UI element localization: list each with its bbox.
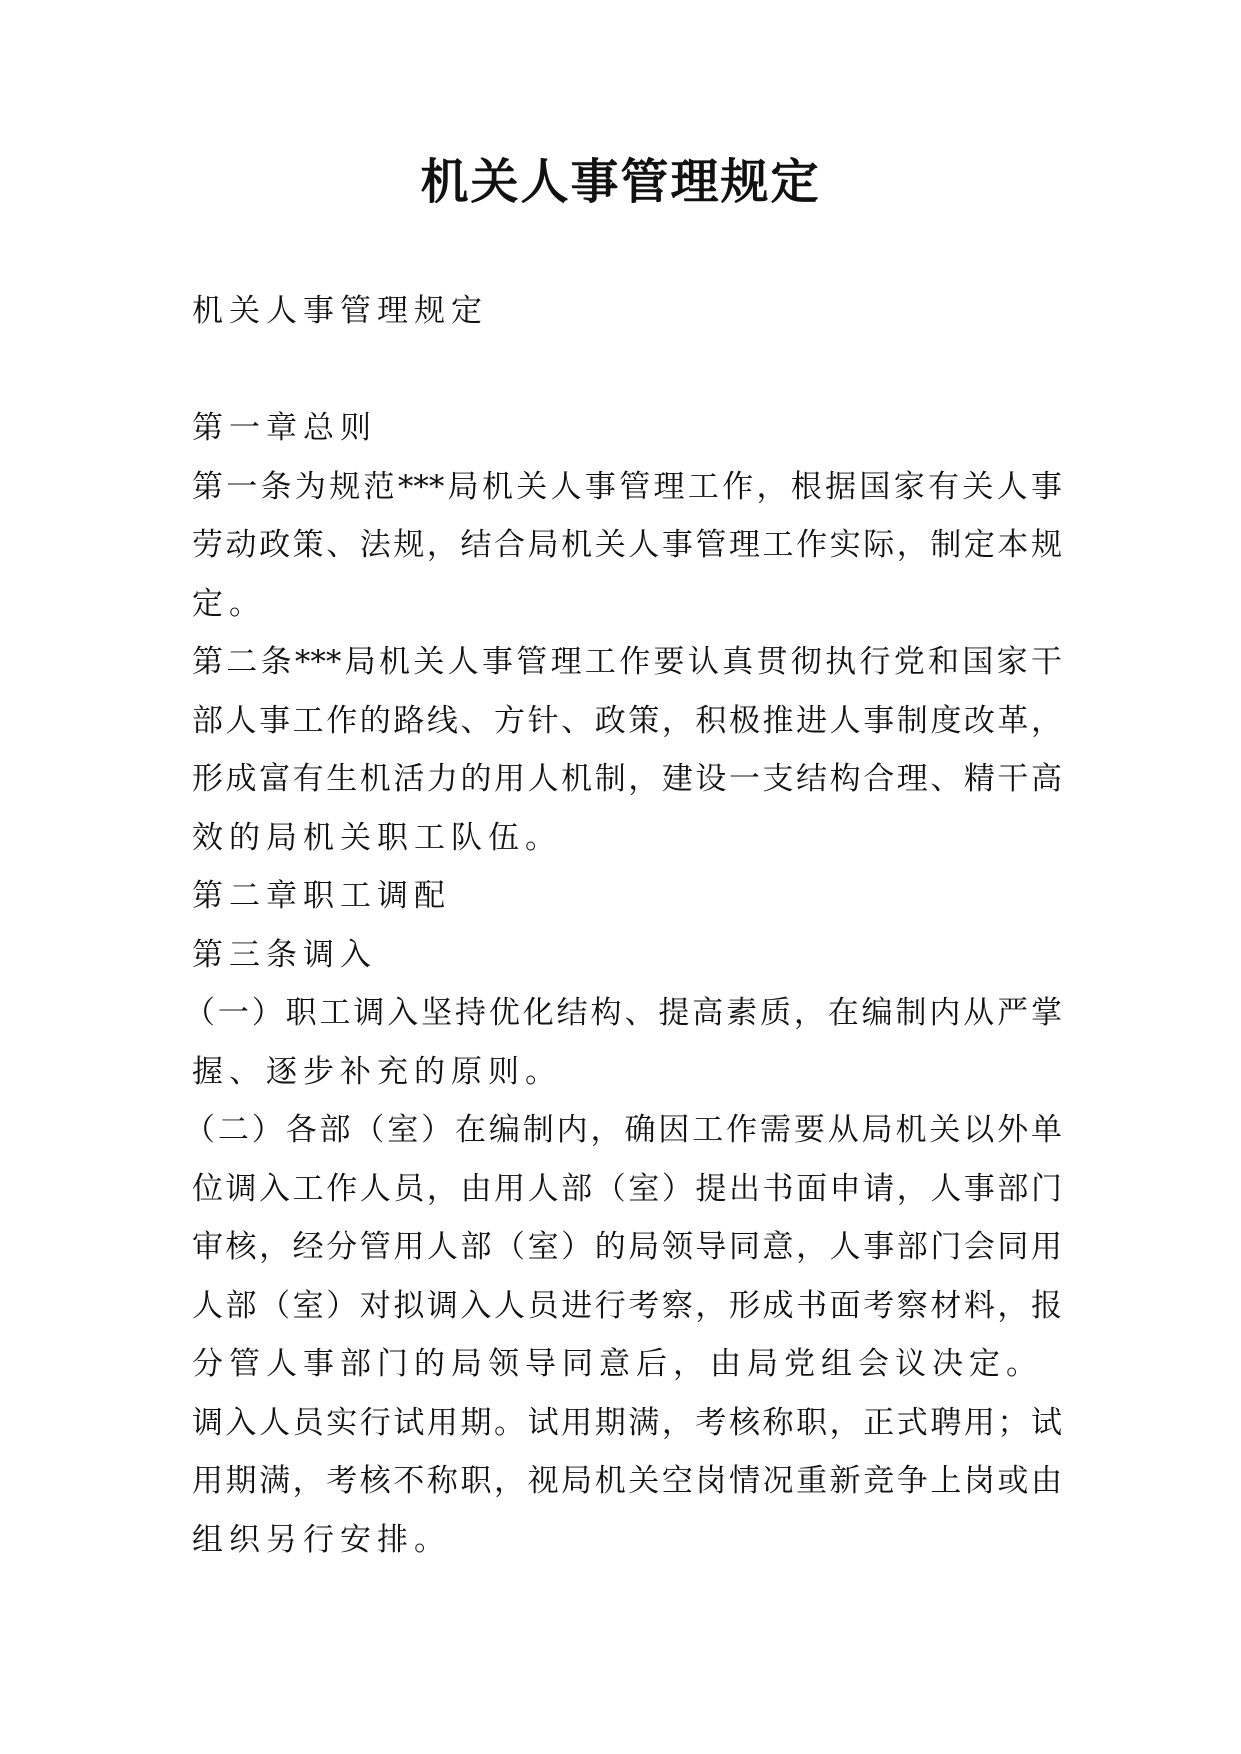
text-line: 第一条为规范***局机关人事管理工作，根据国家有关人事 xyxy=(192,468,1062,505)
text-line: 部人事工作的路线、方针、政策，积极推进人事制度改革， xyxy=(192,702,1062,739)
document-body xyxy=(184,282,1062,1569)
text-line: 调入人员实行试用期。试用期满，考核称职，正式聘用；试 xyxy=(192,1404,1062,1441)
document-title: 机关人事管理规定 xyxy=(420,154,821,210)
text-line: 形成富有生机活力的用人机制，建设一支结构合理、精干高 xyxy=(192,761,1062,797)
text-line: 劳动政策、法规，结合局机关人事管理工作实际，制定本规 xyxy=(192,527,1062,563)
text-line: （二）各部（室）在编制内，确因工作需要从局机关以外单 xyxy=(184,1112,1062,1148)
body-lines xyxy=(184,399,1062,1569)
paragraph-gap xyxy=(192,341,1062,400)
text-line: 用期满，考核不称职，视局机关空岗情况重新竞争上岗或由 xyxy=(192,1463,1062,1499)
text-line: （一）职工调入坚持优化结构、提高素质，在编制内从严掌 xyxy=(184,995,1062,1031)
text-line: 组织另行安排。 xyxy=(192,1521,451,1558)
text-line: 人部（室）对拟调入人员进行考察，形成书面考察材料，报 xyxy=(192,1287,1062,1324)
text-line: 第三条调入 xyxy=(192,936,377,973)
document-subtitle: 机关人事管理规定 xyxy=(192,293,488,329)
text-line: 握、逐步补充的原则。 xyxy=(192,1053,562,1090)
text-line: 效的局机关职工队伍。 xyxy=(192,819,562,856)
text-line: 定。 xyxy=(192,585,266,622)
text-line: 位调入工作人员，由用人部（室）提出书面申请，人事部门 xyxy=(192,1170,1062,1207)
text-line: 第一章总则 xyxy=(192,410,377,446)
text-line: 审核，经分管用人部（室）的局领导同意，人事部门会同用 xyxy=(192,1229,1062,1265)
text-line: 第二章职工调配 xyxy=(192,878,451,914)
text-line: 第二条***局机关人事管理工作要认真贯彻执行党和国家干 xyxy=(192,644,1062,680)
text-line: 分管人事部门的局领导同意后，由局党组会议决定。 xyxy=(192,1346,1043,1382)
